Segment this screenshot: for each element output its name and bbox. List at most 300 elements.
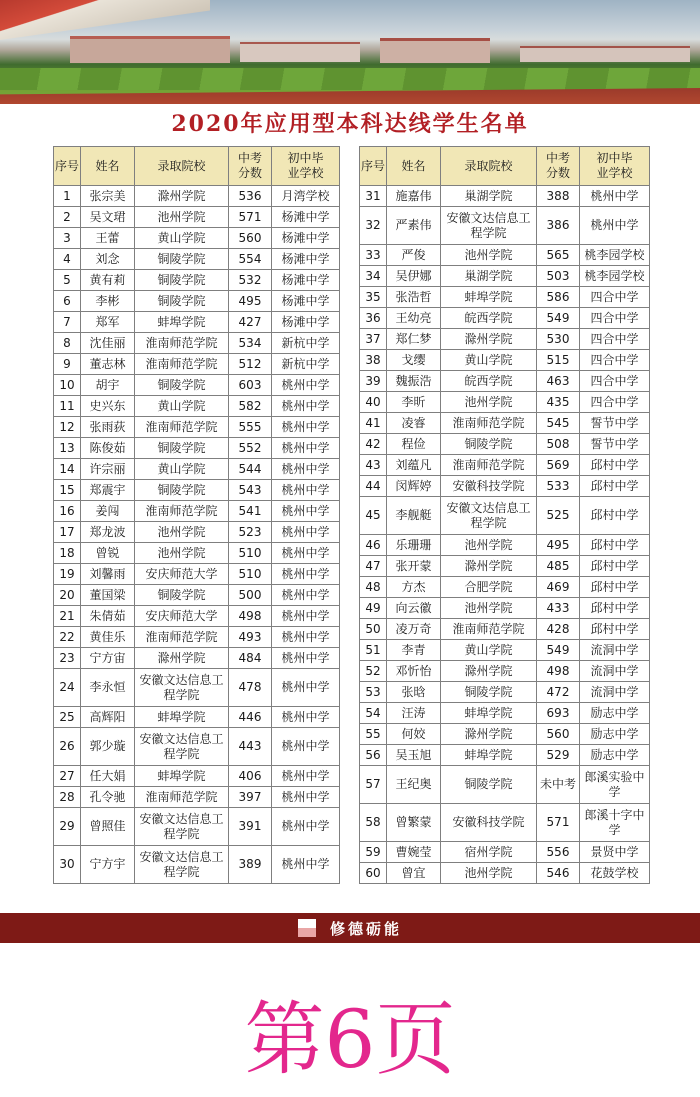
row-number: 30	[54, 846, 81, 884]
exam-score: 443	[229, 728, 272, 766]
running-track	[0, 88, 700, 104]
exam-score: 546	[537, 863, 580, 884]
student-name: 王幼亮	[387, 308, 441, 329]
table-row	[54, 312, 340, 333]
student-name: 严素伟	[387, 207, 441, 245]
student-name: 董志林	[81, 354, 135, 375]
exam-score: 435	[537, 392, 580, 413]
student-name: 魏振浩	[387, 371, 441, 392]
column-header: 初中毕 业学校	[580, 147, 650, 186]
student-name: 何姣	[387, 724, 441, 745]
student-name: 高辉阳	[81, 707, 135, 728]
admitted-college: 铜陵学院	[441, 434, 537, 455]
page-title: 2020年应用型本科达线学生名单	[171, 111, 529, 137]
student-name: 姜闯	[81, 501, 135, 522]
student-name: 刘蕴凡	[387, 455, 441, 476]
table-row	[54, 228, 340, 249]
admitted-college: 池州学院	[135, 543, 229, 564]
student-name: 戈缨	[387, 350, 441, 371]
row-number: 22	[54, 627, 81, 648]
exam-score: 536	[229, 186, 272, 207]
student-name: 郑仁梦	[387, 329, 441, 350]
admitted-college: 淮南师范学院	[441, 413, 537, 434]
admitted-college: 淮南师范学院	[135, 354, 229, 375]
row-number: 33	[360, 245, 387, 266]
row-number: 3	[54, 228, 81, 249]
exam-score: 428	[537, 619, 580, 640]
exam-score: 533	[537, 476, 580, 497]
admitted-college: 铜陵学院	[135, 249, 229, 270]
table-row	[54, 207, 340, 228]
middle-school: 桃州中学	[272, 417, 340, 438]
middle-school: 桃李园学校	[580, 245, 650, 266]
student-name: 乐珊珊	[387, 535, 441, 556]
column-header: 录取院校	[135, 147, 229, 186]
table-row	[54, 333, 340, 354]
table-row	[360, 619, 650, 640]
row-number: 48	[360, 577, 387, 598]
table-row	[54, 501, 340, 522]
table-row	[360, 308, 650, 329]
admitted-college: 安徽文达信息工程学院	[441, 207, 537, 245]
admitted-college: 黄山学院	[441, 350, 537, 371]
middle-school: 桃州中学	[272, 627, 340, 648]
admitted-college: 铜陵学院	[135, 438, 229, 459]
admitted-college: 淮南师范学院	[135, 627, 229, 648]
middle-school: 邱村中学	[580, 598, 650, 619]
student-name: 李舰艇	[387, 497, 441, 535]
admitted-college: 黄山学院	[135, 396, 229, 417]
row-number: 35	[360, 287, 387, 308]
admitted-college: 铜陵学院	[441, 682, 537, 703]
row-number: 39	[360, 371, 387, 392]
column-header: 中考 分数	[229, 147, 272, 186]
exam-score: 543	[229, 480, 272, 501]
column-header: 序号	[54, 147, 81, 186]
exam-score: 530	[537, 329, 580, 350]
row-number: 54	[360, 703, 387, 724]
middle-school: 励志中学	[580, 745, 650, 766]
exam-score: 532	[229, 270, 272, 291]
middle-school: 励志中学	[580, 703, 650, 724]
middle-school: 桃州中学	[272, 585, 340, 606]
building	[520, 46, 690, 62]
page-number: 第6页	[244, 993, 456, 1086]
admitted-college: 蚌埠学院	[441, 745, 537, 766]
exam-score: 571	[537, 804, 580, 842]
building	[70, 36, 230, 63]
exam-score: 582	[229, 396, 272, 417]
admitted-college: 皖西学院	[441, 308, 537, 329]
table-row	[360, 703, 650, 724]
row-number: 12	[54, 417, 81, 438]
middle-school: 誓节中学	[580, 413, 650, 434]
admitted-college: 淮南师范学院	[135, 333, 229, 354]
admitted-college: 滁州学院	[135, 186, 229, 207]
admitted-college: 巢湖学院	[441, 266, 537, 287]
middle-school: 邱村中学	[580, 556, 650, 577]
table-row	[54, 766, 340, 787]
student-table-left	[53, 146, 340, 884]
exam-score: 560	[537, 724, 580, 745]
middle-school: 四合中学	[580, 308, 650, 329]
table-row	[360, 766, 650, 804]
column-header: 录取院校	[441, 147, 537, 186]
row-number: 56	[360, 745, 387, 766]
column-header: 序号	[360, 147, 387, 186]
row-number: 2	[54, 207, 81, 228]
middle-school: 新杭中学	[272, 354, 340, 375]
table-header-row	[54, 147, 340, 186]
row-number: 25	[54, 707, 81, 728]
table-row	[54, 291, 340, 312]
middle-school: 邱村中学	[580, 619, 650, 640]
exam-score: 389	[229, 846, 272, 884]
table-row	[360, 413, 650, 434]
admitted-college: 池州学院	[441, 392, 537, 413]
admitted-college: 铜陵学院	[135, 480, 229, 501]
admitted-college: 淮南师范学院	[135, 787, 229, 808]
admitted-college: 铜陵学院	[135, 585, 229, 606]
row-number: 46	[360, 535, 387, 556]
table-row	[360, 476, 650, 497]
table-row	[360, 577, 650, 598]
exam-score: 500	[229, 585, 272, 606]
row-number: 1	[54, 186, 81, 207]
table-row	[54, 417, 340, 438]
row-number: 13	[54, 438, 81, 459]
middle-school: 花鼓学校	[580, 863, 650, 884]
middle-school: 桃州中学	[272, 396, 340, 417]
admitted-college: 安徽文达信息工程学院	[135, 808, 229, 846]
admitted-college: 安徽文达信息工程学院	[135, 669, 229, 707]
row-number: 19	[54, 564, 81, 585]
student-table-right	[359, 146, 650, 884]
student-name: 宁方宙	[81, 648, 135, 669]
middle-school: 桃州中学	[272, 522, 340, 543]
exam-score: 478	[229, 669, 272, 707]
admitted-college: 安庆师范大学	[135, 564, 229, 585]
admitted-college: 滁州学院	[441, 556, 537, 577]
middle-school: 郎溪实验中学	[580, 766, 650, 804]
row-number: 49	[360, 598, 387, 619]
table-row	[360, 455, 650, 476]
middle-school: 杨滩中学	[272, 270, 340, 291]
table-row	[54, 585, 340, 606]
row-number: 31	[360, 186, 387, 207]
middle-school: 杨滩中学	[272, 291, 340, 312]
row-number: 11	[54, 396, 81, 417]
table-row	[54, 480, 340, 501]
row-number: 51	[360, 640, 387, 661]
admitted-college: 安徽科技学院	[441, 476, 537, 497]
row-number: 27	[54, 766, 81, 787]
student-name: 任大娟	[81, 766, 135, 787]
exam-score: 549	[537, 308, 580, 329]
table-row	[54, 396, 340, 417]
student-name: 施嘉伟	[387, 186, 441, 207]
admitted-college: 铜陵学院	[135, 270, 229, 291]
admitted-college: 巢湖学院	[441, 186, 537, 207]
student-name: 曾锐	[81, 543, 135, 564]
student-name: 李永恒	[81, 669, 135, 707]
exam-score: 529	[537, 745, 580, 766]
middle-school: 邱村中学	[580, 535, 650, 556]
middle-school: 桃州中学	[272, 707, 340, 728]
exam-score: 427	[229, 312, 272, 333]
student-name: 胡宇	[81, 375, 135, 396]
row-number: 29	[54, 808, 81, 846]
middle-school: 励志中学	[580, 724, 650, 745]
table-row	[54, 606, 340, 627]
student-name: 吴玉旭	[387, 745, 441, 766]
table-row	[360, 497, 650, 535]
building	[240, 42, 360, 62]
table-row	[360, 682, 650, 703]
middle-school: 桃州中学	[272, 501, 340, 522]
student-name: 吴伊娜	[387, 266, 441, 287]
row-number: 14	[54, 459, 81, 480]
admitted-college: 黄山学院	[441, 640, 537, 661]
exam-score: 433	[537, 598, 580, 619]
middle-school: 邱村中学	[580, 476, 650, 497]
exam-score: 525	[537, 497, 580, 535]
row-number: 28	[54, 787, 81, 808]
row-number: 32	[360, 207, 387, 245]
middle-school: 流洞中学	[580, 682, 650, 703]
row-number: 34	[360, 266, 387, 287]
admitted-college: 滁州学院	[441, 661, 537, 682]
exam-score: 446	[229, 707, 272, 728]
middle-school: 月湾学校	[272, 186, 340, 207]
column-header: 姓名	[81, 147, 135, 186]
admitted-college: 淮南师范学院	[135, 501, 229, 522]
student-name: 郑军	[81, 312, 135, 333]
table-row	[54, 787, 340, 808]
middle-school: 邱村中学	[580, 577, 650, 598]
student-name: 曾照佳	[81, 808, 135, 846]
admitted-college: 淮南师范学院	[135, 417, 229, 438]
admitted-college: 合肥学院	[441, 577, 537, 598]
row-number: 20	[54, 585, 81, 606]
table-row	[360, 804, 650, 842]
admitted-college: 安徽科技学院	[441, 804, 537, 842]
table-row	[54, 270, 340, 291]
exam-score: 603	[229, 375, 272, 396]
table-row	[54, 249, 340, 270]
admitted-college: 淮南师范学院	[441, 455, 537, 476]
exam-score: 498	[229, 606, 272, 627]
student-name: 程俭	[387, 434, 441, 455]
middle-school: 桃州中学	[580, 207, 650, 245]
exam-score: 523	[229, 522, 272, 543]
row-number: 41	[360, 413, 387, 434]
admitted-college: 宿州学院	[441, 842, 537, 863]
student-name: 郭少璇	[81, 728, 135, 766]
exam-score: 541	[229, 501, 272, 522]
student-name: 凌睿	[387, 413, 441, 434]
table-row	[54, 375, 340, 396]
student-name: 王蕾	[81, 228, 135, 249]
sports-field	[0, 68, 700, 90]
admitted-college: 池州学院	[441, 598, 537, 619]
row-number: 37	[360, 329, 387, 350]
row-number: 17	[54, 522, 81, 543]
student-name: 邓忻怡	[387, 661, 441, 682]
middle-school: 桃州中学	[272, 375, 340, 396]
table-row	[54, 438, 340, 459]
student-name: 方杰	[387, 577, 441, 598]
middle-school: 杨滩中学	[272, 228, 340, 249]
middle-school: 桃州中学	[272, 808, 340, 846]
exam-score: 549	[537, 640, 580, 661]
admitted-college: 滁州学院	[441, 329, 537, 350]
table-row	[54, 354, 340, 375]
row-number: 55	[360, 724, 387, 745]
table-row	[54, 627, 340, 648]
student-name: 曾繁蒙	[387, 804, 441, 842]
exam-score: 503	[537, 266, 580, 287]
student-name: 李青	[387, 640, 441, 661]
row-number: 44	[360, 476, 387, 497]
admitted-college: 蚌埠学院	[135, 312, 229, 333]
row-number: 23	[54, 648, 81, 669]
table-row	[54, 522, 340, 543]
exam-score: 569	[537, 455, 580, 476]
admitted-college: 铜陵学院	[135, 375, 229, 396]
student-name: 陈俊茹	[81, 438, 135, 459]
middle-school: 郎溪十字中学	[580, 804, 650, 842]
table-row	[360, 745, 650, 766]
middle-school: 杨滩中学	[272, 207, 340, 228]
table-row	[360, 329, 650, 350]
row-number: 5	[54, 270, 81, 291]
admitted-college: 安徽文达信息工程学院	[135, 728, 229, 766]
table-row	[360, 186, 650, 207]
admitted-college: 安庆师范大学	[135, 606, 229, 627]
student-name: 沈佳丽	[81, 333, 135, 354]
exam-score: 493	[229, 627, 272, 648]
admitted-college: 铜陵学院	[441, 766, 537, 804]
student-name: 董国梁	[81, 585, 135, 606]
student-name: 王纪奥	[387, 766, 441, 804]
admitted-college: 蚌埠学院	[135, 707, 229, 728]
student-name: 刘馨雨	[81, 564, 135, 585]
student-name: 曹婉莹	[387, 842, 441, 863]
middle-school: 桃州中学	[580, 186, 650, 207]
middle-school: 桃州中学	[272, 564, 340, 585]
admitted-college: 蚌埠学院	[135, 766, 229, 787]
middle-school: 四合中学	[580, 392, 650, 413]
column-header: 初中毕 业学校	[272, 147, 340, 186]
row-number: 15	[54, 480, 81, 501]
row-number: 40	[360, 392, 387, 413]
middle-school: 四合中学	[580, 287, 650, 308]
student-name: 史兴东	[81, 396, 135, 417]
table-row	[360, 724, 650, 745]
student-name: 朱倩茹	[81, 606, 135, 627]
row-number: 24	[54, 669, 81, 707]
student-name: 张雨荻	[81, 417, 135, 438]
table-row	[360, 287, 650, 308]
table-row	[54, 543, 340, 564]
row-number: 59	[360, 842, 387, 863]
exam-score: 463	[537, 371, 580, 392]
exam-score: 495	[229, 291, 272, 312]
exam-score: 693	[537, 703, 580, 724]
exam-score: 565	[537, 245, 580, 266]
middle-school: 桃州中学	[272, 846, 340, 884]
admitted-college: 池州学院	[135, 207, 229, 228]
exam-score: 386	[537, 207, 580, 245]
table-row	[54, 564, 340, 585]
student-name: 闵辉婷	[387, 476, 441, 497]
admitted-college: 滁州学院	[441, 724, 537, 745]
student-name: 许宗丽	[81, 459, 135, 480]
exam-score: 554	[229, 249, 272, 270]
table-row	[360, 245, 650, 266]
row-number: 6	[54, 291, 81, 312]
column-header: 中考 分数	[537, 147, 580, 186]
table-row	[360, 434, 650, 455]
table-row	[54, 186, 340, 207]
admitted-college: 安徽文达信息工程学院	[441, 497, 537, 535]
exam-score: 485	[537, 556, 580, 577]
admitted-college: 池州学院	[441, 245, 537, 266]
exam-score: 469	[537, 577, 580, 598]
exam-score: 391	[229, 808, 272, 846]
exam-score: 510	[229, 543, 272, 564]
row-number: 9	[54, 354, 81, 375]
stadium-stand	[0, 0, 210, 40]
row-number: 60	[360, 863, 387, 884]
middle-school: 邱村中学	[580, 455, 650, 476]
row-number: 4	[54, 249, 81, 270]
admitted-college: 滁州学院	[135, 648, 229, 669]
student-name: 严俊	[387, 245, 441, 266]
row-number: 18	[54, 543, 81, 564]
row-number: 52	[360, 661, 387, 682]
middle-school: 桃州中学	[272, 787, 340, 808]
exam-score: 555	[229, 417, 272, 438]
exam-score: 544	[229, 459, 272, 480]
row-number: 38	[360, 350, 387, 371]
middle-school: 桃州中学	[272, 438, 340, 459]
table-row	[360, 350, 650, 371]
table-row	[360, 842, 650, 863]
row-number: 47	[360, 556, 387, 577]
student-name: 汪涛	[387, 703, 441, 724]
row-number: 42	[360, 434, 387, 455]
middle-school: 四合中学	[580, 329, 650, 350]
student-name: 郑龙波	[81, 522, 135, 543]
middle-school: 誓节中学	[580, 434, 650, 455]
student-name: 张宗美	[81, 186, 135, 207]
row-number: 21	[54, 606, 81, 627]
row-number: 53	[360, 682, 387, 703]
middle-school: 桃州中学	[272, 766, 340, 787]
admitted-college: 池州学院	[135, 522, 229, 543]
student-name: 李昕	[387, 392, 441, 413]
exam-score: 397	[229, 787, 272, 808]
admitted-college: 蚌埠学院	[441, 703, 537, 724]
middle-school: 杨滩中学	[272, 249, 340, 270]
table-row	[54, 846, 340, 884]
middle-school: 景贤中学	[580, 842, 650, 863]
middle-school: 四合中学	[580, 350, 650, 371]
exam-score: 515	[537, 350, 580, 371]
middle-school: 桃州中学	[272, 728, 340, 766]
